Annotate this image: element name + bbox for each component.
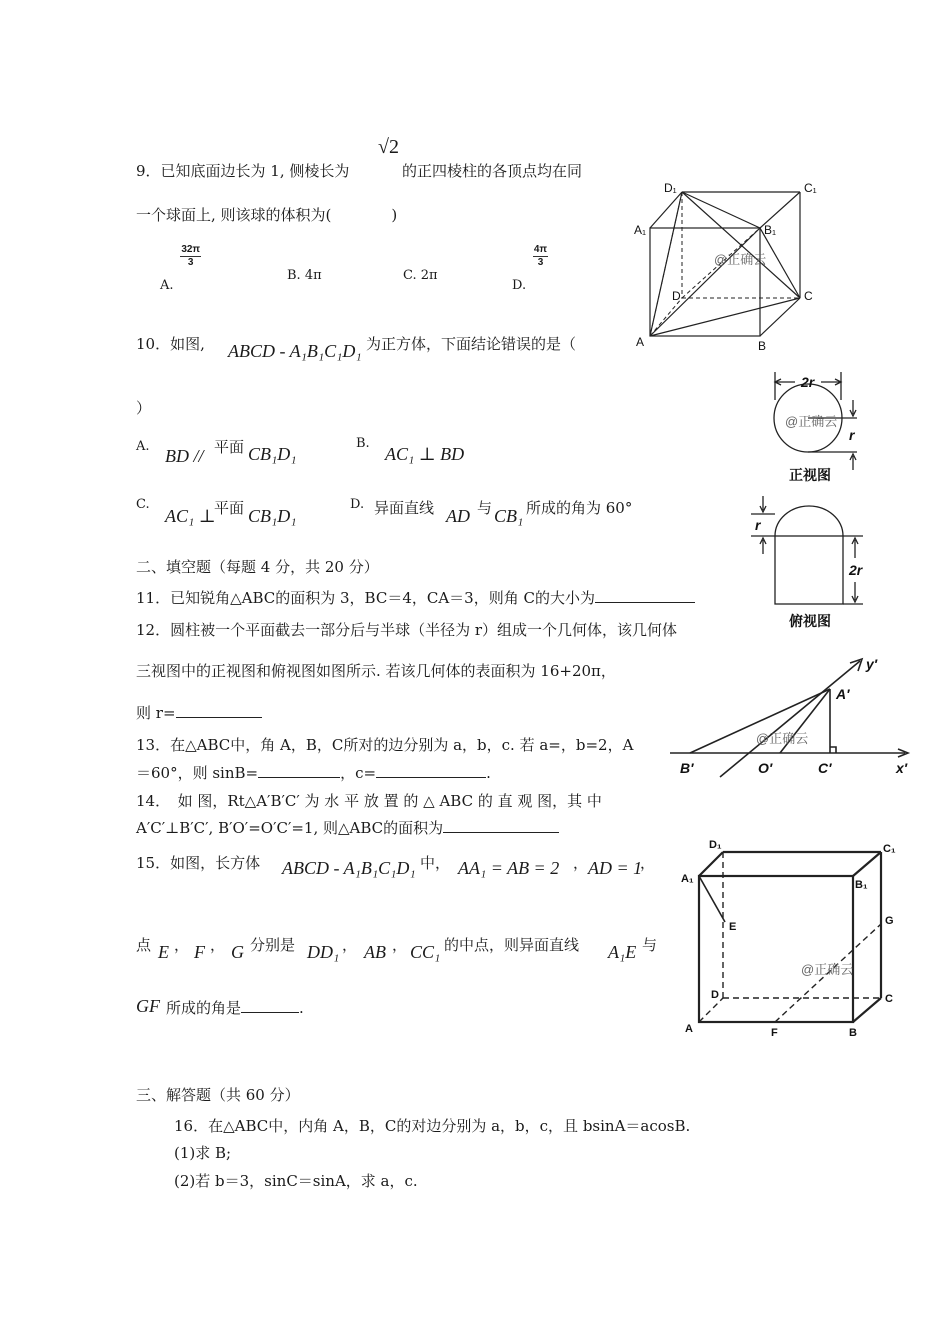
dim-2r-top: 2r	[801, 374, 815, 390]
q10-b-math: AC₁ ⊥ BD	[385, 444, 465, 464]
q9-option-d: D. $\frac{4\pi}{3}$	[512, 244, 548, 293]
label-a: A	[636, 335, 645, 349]
front-view-caption: 正视图	[789, 467, 831, 483]
q9-option-c: C. 2π	[403, 268, 438, 283]
q13-line2: ＝60°，则 sinB= ，c= .	[136, 764, 491, 782]
label-e: E	[729, 921, 737, 933]
q10-a-math2: CB₁D₁	[248, 444, 297, 464]
label-f: F	[771, 1027, 778, 1039]
oblique-figure-q14	[670, 655, 920, 785]
label-d1: D₁	[664, 181, 677, 195]
q9-line1-b: 的正四棱柱的各顶点均在同	[402, 162, 583, 180]
label-b1: B₁	[855, 879, 868, 891]
q13-c-blank	[376, 764, 486, 778]
three-view-figure-q12	[745, 370, 885, 630]
watermark: @正确云	[785, 414, 838, 429]
q11-answer-blank	[595, 589, 695, 603]
q15-f: F	[194, 942, 205, 962]
label-c: C	[885, 993, 893, 1005]
watermark: @正确云	[801, 962, 854, 977]
section-fill-in: 二、填空题（每题 4 分，共 20 分）	[136, 558, 379, 576]
q15-eq1: AA₁ = AB = 2	[458, 858, 560, 878]
q10-option-b: B.	[356, 436, 370, 451]
label-a1: A₁	[634, 223, 647, 237]
q9-option-b: B. 4π	[287, 268, 322, 283]
q9-line1	[136, 160, 349, 181]
q10-option-a: A.	[136, 439, 150, 454]
q16-line1: 16．在△ABC中，内角 A，B，C的对边分别为 a，b，c，且 bsinA＝acosB.	[174, 1117, 691, 1135]
q12-line3: 则 r=	[136, 702, 262, 723]
q15-sep2: ，	[210, 936, 226, 954]
dim-r-front: r	[849, 427, 855, 443]
q10-suffix: 为正方体，下面结论错误的是（	[366, 335, 577, 353]
sqrt-two: √2	[378, 136, 399, 158]
q10-d-text2: 与	[477, 499, 493, 517]
fraction-32pi-over-3: $\frac{32\pi}{3}$	[181, 244, 201, 268]
label-c1: C₁	[804, 181, 817, 195]
q13-line1: 13．在△ABC中，角 A，B，C所对的边分别为 a，b，c. 若 a=，b=2，A	[136, 736, 634, 754]
q14-answer-blank	[443, 819, 559, 833]
q10-a-word: 平面	[214, 438, 245, 456]
q10-c-math2: CB₁D₁	[248, 506, 297, 526]
dim-2r-side: 2r	[849, 562, 863, 578]
section-solutions: 三、解答题（共 60 分）	[136, 1086, 300, 1104]
q15-sep4: ，	[392, 936, 408, 954]
watermark: @正确云	[714, 252, 767, 267]
q10-d-text1: 异面直线	[374, 499, 435, 517]
label-d1: D₁	[709, 839, 722, 851]
q10-prefix: 10．如图,	[136, 335, 205, 353]
q15-line2-b: 分别是	[250, 936, 296, 954]
q10-d-math2: CB₁	[494, 506, 524, 526]
q15-mid: 中，	[420, 854, 451, 872]
q15-cc1: CC₁	[410, 942, 441, 962]
q15-gf: GF	[136, 996, 160, 1016]
q15-a1e: A₁E	[608, 942, 637, 962]
dim-r-top-view: r	[755, 517, 761, 533]
q9-sqrt2	[378, 136, 399, 159]
q15-comma2: ，	[640, 854, 656, 872]
q16-line2: (1)求 B;	[174, 1144, 232, 1162]
q10-close-paren: ）	[136, 399, 152, 417]
label-c-prime: C′	[818, 760, 832, 776]
q11: 11．已知锐角△ABC的面积为 3，BC＝4，CA＝3，则角 C的大小为	[136, 587, 695, 608]
label-b1: B₁	[764, 223, 777, 237]
q15-g: G	[231, 942, 244, 962]
label-x-prime: x′	[896, 760, 908, 776]
label-a1: A₁	[681, 873, 694, 885]
q13-sinb-blank	[258, 764, 340, 778]
q10-math-cube: ABCD - A₁B₁C₁D₁	[228, 341, 362, 361]
watermark: @正确云	[756, 731, 809, 746]
q10-c-word: 平面	[214, 499, 245, 517]
q12-answer-blank	[176, 704, 262, 718]
label-c1: C₁	[883, 843, 896, 855]
q15-comma1: ，	[573, 854, 589, 872]
q15-line3: 所成的角是 .	[166, 999, 304, 1017]
q15-e: E	[158, 942, 169, 962]
q15-math-box: ABCD - A₁B₁C₁D₁	[282, 858, 416, 878]
q15-ab: AB	[364, 942, 386, 962]
q15-sep3: ，	[342, 936, 358, 954]
q10-option-c: C.	[136, 497, 150, 512]
label-g: G	[885, 915, 894, 927]
q9-line2: 一个球面上, 则该球的体积为( )	[136, 206, 398, 224]
q12-line1: 12．圆柱被一个平面截去一部分后与半球（半径为 r）组成一个几何体，该几何体	[136, 621, 678, 639]
q15-line2-d: 与	[642, 936, 658, 954]
label-b-prime: B′	[680, 760, 694, 776]
label-a: A	[685, 1023, 693, 1035]
label-d: D	[711, 989, 719, 1001]
q10-option-d: D.	[350, 497, 365, 512]
q10-c-math1: AC₁ ⊥	[165, 506, 216, 526]
q10-d-math1: AD	[446, 506, 470, 526]
box-figure-q15	[681, 838, 905, 1039]
label-a-prime: A′	[836, 686, 850, 702]
label-c: C	[804, 289, 813, 303]
q16-line3: (2)若 b＝3，sinC＝sinA，求 a，c.	[174, 1172, 418, 1190]
q15-answer-blank	[241, 999, 299, 1013]
q14-line1: 14． 如 图，Rt△A′B′C′ 为 水 平 放 置 的 △ ABC 的 直 观 图，其 中	[136, 792, 602, 810]
fraction-4pi-over-3: $\frac{4\pi}{3}$	[533, 244, 548, 268]
q15-eq2: AD = 1	[588, 858, 643, 878]
q15-line2-a: 点	[136, 936, 152, 954]
label-y-prime: y′	[866, 656, 878, 672]
q9-line1-a: 9．已知底面边长为 1, 侧棱长为	[136, 162, 350, 180]
q14-line2: A′C′⊥B′C′, B′O′=O′C′=1, 则△ABC的面积为	[136, 817, 559, 838]
top-view-caption: 俯视图	[789, 613, 831, 629]
q15-dd1: DD₁	[307, 942, 340, 962]
label-b: B	[849, 1027, 857, 1039]
q10-a-math1: BD //	[165, 446, 204, 466]
label-d: D	[672, 289, 681, 303]
q10-d-text3: 所成的角为 60°	[526, 499, 633, 517]
q9-option-a: A. $\frac{32\pi}{3}$	[160, 244, 201, 293]
label-b: B	[758, 339, 767, 353]
q15-prefix: 15．如图，长方体	[136, 854, 261, 872]
label-o-prime: O′	[758, 760, 773, 776]
q15-line2-c: 的中点，则异面直线	[444, 936, 580, 954]
cube-figure-q9	[630, 180, 830, 353]
q15-sep1: ，	[174, 936, 190, 954]
q12-line2: 三视图中的正视图和俯视图如图所示. 若该几何体的表面积为 16+20π，	[136, 662, 616, 680]
